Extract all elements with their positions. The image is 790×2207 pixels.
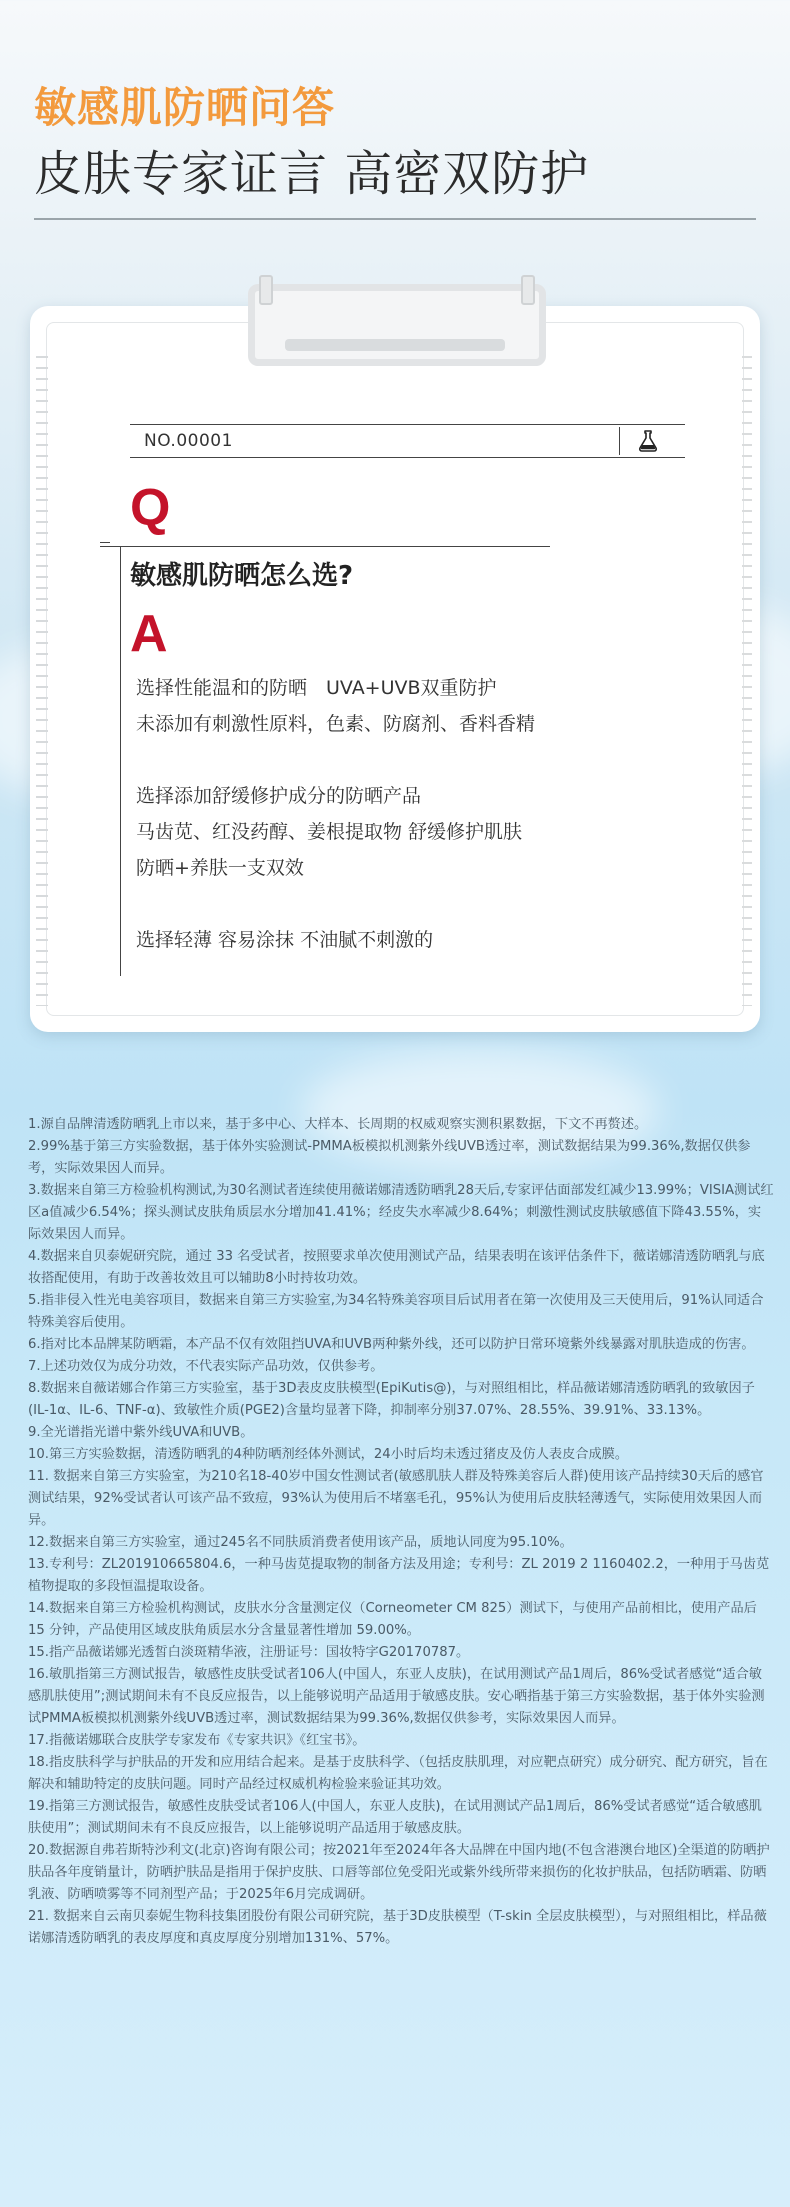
answer-mark-a: A [130,605,168,663]
footnote: 1.源自品牌清透防晒乳上市以来，基于多中心、大样本、长周期的权威观察实测积累数据，下文不再赘述。 [28,1117,648,1132]
footnote: 3.数据来自第三方检验机构测试,为30名测试者连续使用薇诺娜清透防晒乳28天后,专家评估面部发红减少13.99%；VISIA测试红区a值减少6.54%；探头测试皮肤角质层水分增加41.41%；经皮失水率减少8.64%；刺激性测试皮肤敏感值下降43.55%，实际效果因人而异。 [28,1183,774,1242]
question-text: 敏感肌防晒怎么选? [130,561,354,591]
footnote: 15.指产品薇诺娜光透皙白淡斑精华液，注册证号：国妆特字G20170787。 [28,1645,470,1660]
clipboard-card [30,306,760,1032]
clip-bar [285,339,505,351]
answer-list [136,670,696,958]
footnote: 19.指第三方测试报告，敏感性皮肤受试者106人(中国人，东亚人皮肤)，在试用测试产品1周后，86%受试者感觉“适合敏感肌肤使用”；测试期间未有不良反应报告，以上能够说明产品适用于敏感皮肤。 [28,1799,762,1836]
page-title-orange: 敏感肌防晒问答 [34,83,336,132]
flask-icon [636,429,660,453]
ruler-ticks-left [36,356,48,1006]
answer-line: 选择轻薄 容易涂抹 不油腻不刺激的 [136,929,434,951]
clipboard-clip [248,284,546,366]
footnote: 8.数据来自薇诺娜合作第三方实验室，基于3D表皮皮肤模型(EpiKutis@)，与对照组相比，样品薇诺娜清透防晒乳的致敏因子(IL-1α、IL-6、TNF-α)、致敏性介质(PGE2)含量均显著下降，抑制率分别37.07%、28.55%、39.91%、33.13%。 [28,1381,755,1418]
footnote: 2.99%基于第三方实验数据，基于体外实验测试-PMMA板模拟机测紫外线UVB透过率，测试数据结果为99.36%,数据仅供参考，实际效果因人而异。 [28,1139,751,1176]
footnote: 20.数据源自弗若斯特沙利文(北京)咨询有限公司；按2021年至2024年各大品牌在中国内地(不包含港澳台地区)全渠道的防晒护肤品各年度销量计，防晒护肤品是指用于保护皮肤、口唇等部位免受阳光或紫外线所带来损伤的化妆护肤品，包括防晒霜、防晒乳液、防晒喷雾等不同剂型产品；于2025年6月完成调研。 [28,1843,770,1902]
page-header [34,82,756,204]
question-rule-tick [100,542,110,543]
answer-line: 未添加有刺激性原料，色素、防腐剂、香料香精 [136,713,536,735]
footnote: 6.指对比本品牌某防晒霜，本产品不仅有效阻挡UVA和UVB两种紫外线，还可以防护日常环境紫外线暴露对肌肤造成的伤害。 [28,1337,755,1352]
footnote: 11. 数据来自第三方实验室，为210名18-40岁中国女性测试者(敏感肌肤人群及特殊美容后人群)使用该产品持续30天后的感官测试结果，92%受试者认可该产品不致痘，93%认为使用后不堵塞毛孔，95%认为使用后皮肤轻薄透气，实际使用效果因人而异。 [28,1469,764,1528]
footnote: 18.指皮肤科学与护肤品的开发和应用结合起来。是基于皮肤科学、（包括皮肤肌理，对应靶点研究）成分研究、配方研究，旨在解决和辅助特定的皮肤问题。同时产品经过权威机构检验来验证其功效。 [28,1755,768,1792]
answer-line: 选择添加舒缓修护成分的防晒产品 [136,785,422,807]
footnote: 4.数据来自贝泰妮研究院，通过 33 名受试者，按照要求单次使用测试产品，结果表明在该评估条件下，薇诺娜清透防晒乳与底妆搭配使用，有助于改善妆效且可以辅助8小时持妆功效。 [28,1249,765,1286]
footnote: 5.指非侵入性光电美容项目，数据来自第三方实验室,为34名特殊美容项目后试用者在第一次使用及三天使用后，91%认同适合特殊美容后使用。 [28,1293,764,1330]
question-rule [100,546,550,547]
answer-spacer [136,886,696,922]
header-divider [34,218,756,220]
page-title-main: 皮肤专家证言 高密双防护 [34,146,590,202]
ruler-ticks-right [742,356,752,1006]
footnote: 21. 数据来自云南贝泰妮生物科技集团股份有限公司研究院，基于3D皮肤模型（T-skin 全层皮肤模型），与对照组相比，样品薇诺娜清透防晒乳的表皮厚度和真皮厚度分别增加131%、57%。 [28,1909,767,1946]
answer-line: 防晒+养肤一支双效 [136,857,304,879]
answer-vertical-rule [120,546,121,976]
footnote: 9.全光谱指光谱中紫外线UVA和UVB。 [28,1425,254,1440]
answer-line: 选择性能温和的防晒 UVA+UVB双重防护 [136,677,497,699]
record-number-row [130,424,685,458]
footnote: 10.第三方实验数据，清透防晒乳的4种防晒剂经体外测试，24小时后均未透过猪皮及仿人表皮合成膜。 [28,1447,629,1462]
clip-hook-right [521,275,535,305]
question-mark-q: Q [130,479,171,537]
footnote: 7.上述功效仅为成分功效，不代表实际产品功效，仅供参考。 [28,1359,384,1374]
answer-spacer [136,742,696,778]
record-number: NO.00001 [144,431,233,451]
clip-hook-left [259,275,273,305]
number-divider [619,427,620,455]
footnote: 13.专利号：ZL201910665804.6，一种马齿苋提取物的制备方法及用途；专利号：ZL 2019 2 1160402.2，一种用于马齿苋植物提取的多段恒温提取设备。 [28,1557,770,1594]
footnote: 12.数据来自第三方实验室，通过245名不同肤质消费者使用该产品，质地认同度为95.10%。 [28,1535,573,1550]
footnote: 14.数据来自第三方检验机构测试，皮肤水分含量测定仪（Corneometer CM 825）测试下，与使用产品前相比，使用产品后 15 分钟，产品使用区域皮肤角质层水分含量显著性增加 59.00%。 [28,1601,757,1638]
answer-line: 马齿苋、红没药醇、姜根提取物 舒缓修护肌肤 [136,821,523,843]
footnote: 17.指薇诺娜联合皮肤学专家发布《专家共识》《红宝书》。 [28,1733,366,1748]
footnotes [28,1114,774,1950]
footnote: 16.敏肌指第三方测试报告，敏感性皮肤受试者106人(中国人，东亚人皮肤)，在试用测试产品1周后，86%受试者感觉“适合敏感肌肤使用”;测试期间未有不良反应报告，以上能够说明产品适用于敏感皮肤。安心晒指基于第三方实验数据，基于体外实验测试PMMA板模拟机测紫外线UVB透过率，测试数据结果为99.36%,数据仅供参考，实际效果因人而异。 [28,1667,765,1726]
